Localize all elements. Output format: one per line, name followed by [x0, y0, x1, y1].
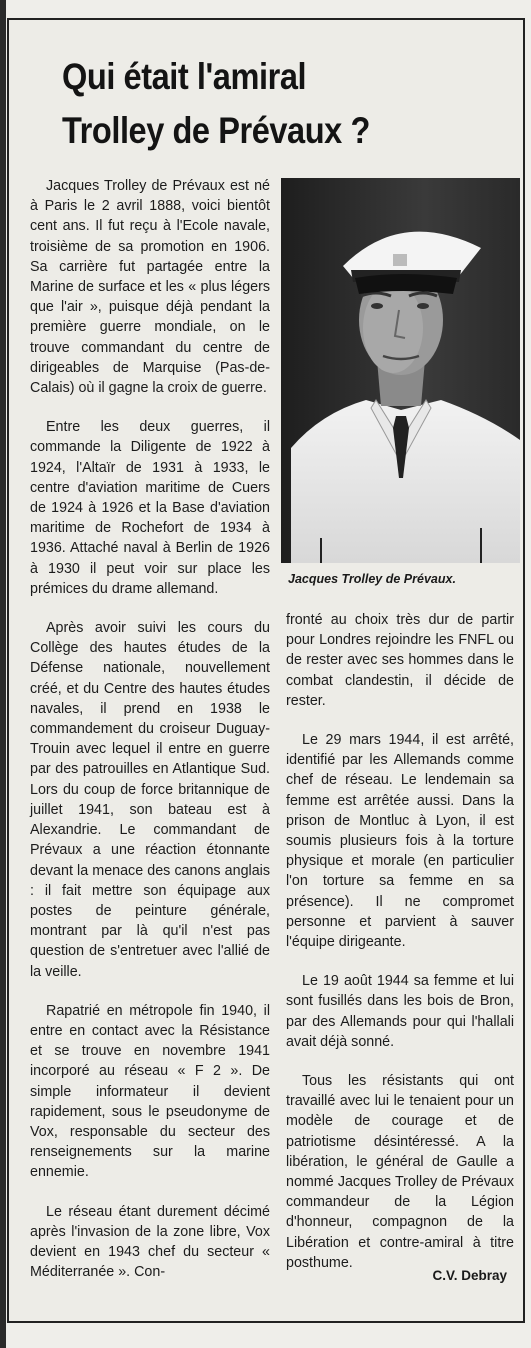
portrait-photo — [281, 178, 520, 563]
paragraph: fronté au choix très dur de partir pour Londres rejoindre les FNFL ou de rester avec ses hommes dans le combat clandestin, il décide de rester. — [286, 612, 514, 709]
paragraph: Jacques Trolley de Prévaux est né à Paris le 2 avril 1888, voici bientôt cent ans. Il fut reçu à l'Ecole navale, troisième de sa promotion en 1906. Sa carrière fut partagée entre la Marine de surface et les « plus légers que l'air », puisque déjà pendant la première guerre mondiale, on le trouve commandant du centre de dirigeables de Marquise (Pas-de-Calais) où il gagne la croix de guerre. — [30, 178, 270, 397]
paragraph: Le réseau étant durement décimé après l'invasion de la zone libre, Vox devient en 1943 chef du secteur « Méditerranée ». Con- — [30, 1203, 270, 1281]
left-column — [30, 176, 270, 1282]
article-title — [62, 50, 432, 158]
portrait-illustration — [281, 178, 520, 563]
paragraph: Entre les deux guerres, il commande la Diligente de 1922 à 1924, l'Altaïr de 1931 à 1933, le centre d'aviation maritime de Cuers de 1924 à 1926 et la Base d'aviation maritime de Rochefort de 1934 à 1936. Attaché naval à Berlin de 1926 à 1930 il peut voir sur place les prémices du drame allemand. — [30, 419, 270, 597]
right-column — [286, 610, 514, 1273]
paragraph: Le 19 août 1944 sa femme et lui sont fusillés dans les bois de Bron, par des Allemands pour qui l'hallali avait déjà sonné. — [286, 973, 514, 1050]
photo-caption: Jacques Trolley de Prévaux. — [288, 572, 456, 586]
paragraph: Après avoir suivi les cours du Collège des hautes études de la Défense nationale, nouvellement créé, et du Centre des hautes études navales, il prend en 1938 le commandement du croiseur Duguay-Trouin avec lequel il entre en guerre par des patrouilles en Atlantique Sud. Lors du coup de force britannique de juillet 1941, son bateau est à Alexandrie. Le commandant de Prévaux a une réaction étonnante devant la menace des canons anglais : il fait mettre son équipage aux postes de peinture générale, montrant par là qu'il n'est pas question de s'entretuer avec l'allié de la veille. — [30, 620, 270, 980]
paragraph: Le 29 mars 1944, il est arrêté, identifié par les Allemands comme chef de réseau. Le lendemain sa femme est arrêtée aussi. Dans la prison de Montluc à Lyon, il est soumis plusieurs fois à la torture physique et morale (en particulier l'on torture sa femme en sa présence). Il ne compromet personne et parvient à sauver l'équipe dirigeante. — [286, 732, 514, 951]
paragraph: Tous les résistants qui ont travaillé avec lui le tenaient pour un modèle de courage et de patriotisme désintéressé. A la libération, le général de Gaulle a nommé Jacques Trolley de Prévaux commandeur de la Légion d'honneur, compagnon de la Libération et contre-amiral à titre posthume. — [286, 1073, 514, 1271]
author-signature: C.V. Debray — [432, 1268, 507, 1283]
title-line-1: Qui était l'amiral — [62, 56, 307, 97]
title-line-2: Trolley de Prévaux ? — [62, 110, 370, 151]
paragraph: Rapatrié en métropole fin 1940, il entre en contact avec la Résistance et se trouve en novembre 1941 incorporé au réseau « F 2 ». De simple informateur il devient rapidement, sous le pseudonyme de Vox, responsable du secteur des renseignements sur la marine ennemie. — [30, 1002, 270, 1181]
binding-gutter — [0, 0, 6, 1348]
